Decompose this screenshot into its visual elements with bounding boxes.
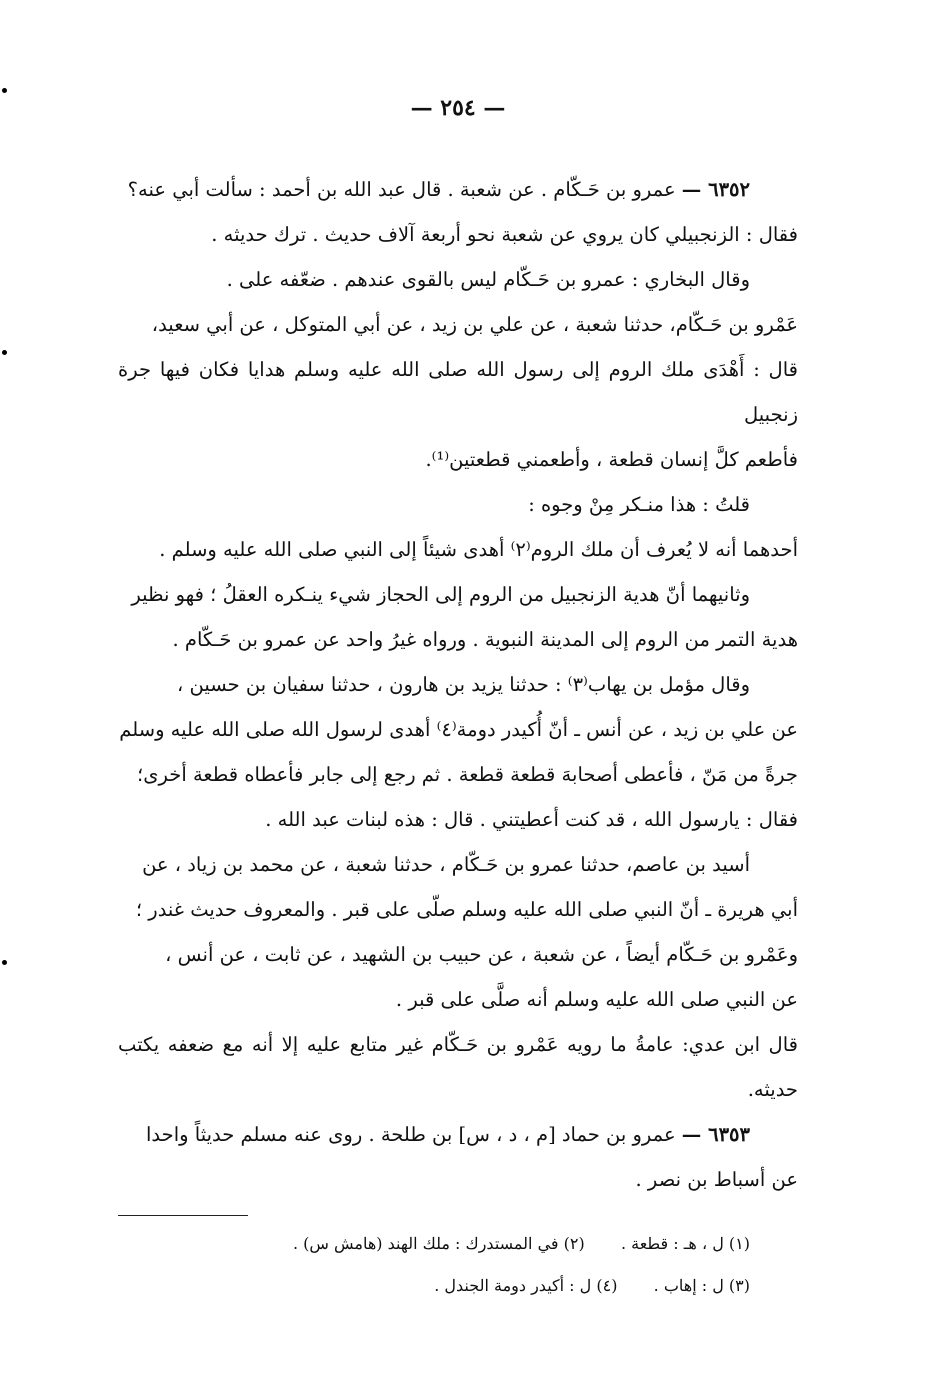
critique-intro: قلتُ : هذا منـكر مِنْ وجوه : — [528, 493, 750, 516]
entry-6353-heading — [118, 1112, 798, 1157]
margin-speck — [2, 960, 7, 965]
footnote-line — [118, 1223, 798, 1265]
book-page — [118, 95, 798, 1305]
text-line: هدية التمر من الروم إلى المدينة النبوية . ورواه غيرُ واحد عن عمرو بن حَـكّام . — [172, 628, 798, 651]
text-line: أسيد بن عاصم، حدثنا عمرو بن حَـكّام ، حدثنا شعبة ، عن محمد بن زياد ، عن — [142, 853, 750, 876]
footnote-divider — [118, 1215, 248, 1216]
footnote-2: (٢) في المستدرك : ملك الهند (هامش س) . — [292, 1234, 585, 1253]
margin-speck — [2, 88, 7, 93]
text-line: قال : أَهْدَى ملك الروم إلى رسول الله صلى الله عليه وسلم هدايا فكان فيها جرة زنجبيل — [118, 358, 798, 426]
text-line: عن علي بن زيد ، عن أنس ـ أنّ أُكيدر دومة⁽٤⁾ أهدى لرسول الله صلى الله عليه وسلم — [119, 718, 798, 741]
entry-number: ٦٣٥٣ — — [681, 1123, 750, 1146]
page-number: — ٢٥٤ — — [410, 95, 506, 121]
entry-6352-heading — [118, 167, 798, 212]
text-line: عمرو بن حَـكّام . عن شعبة . قال عبد الله بن أحمد : سألت أبي عنه؟ — [127, 178, 676, 201]
text-line: عن أسباط بن نصر . — [635, 1168, 798, 1191]
text-line: جرةً من مَنّ ، فأعطى أصحابهَ قطعة قطعة . ثم رجع إلى جابر فأعطاه قطعة أخرى؛ — [137, 763, 798, 786]
text-line: وثانيهما أنّ هدية الزنجبيل من الروم إلى الحجاز شيء ينـكره العقلُ ؛ فهو نظير — [131, 583, 750, 606]
footnote-4: (٤) ل : أكيدر دومة الجندل . — [434, 1276, 618, 1295]
ibn-adi-statement: قال ابن عدي: عامةُ ما رويه عَمْرو بن حَـكّام غير متابع عليه إلا أنه مع ضعفه يكتب حديثه. — [118, 1033, 798, 1101]
footnotes — [118, 1223, 798, 1307]
footnote-1: (١) ل ، هـ : قطعة . — [620, 1234, 750, 1253]
text-line: وقال مؤمل بن يهاب⁽٣⁾ : حدثنا يزيد بن هارون ، حدثنا سفيان بن حسين ، — [177, 673, 750, 696]
text-line: عَمْرو بن حَـكّام، حدثنا شعبة ، عن علي بن زيد ، عن أبي المتوكل ، عن أبي سعيد، — [151, 313, 798, 336]
text-line: فقال : الزنجبيلي كان يروي عن شعبة نحو أربعة آلاف حديث . ترك حديثه . — [211, 223, 798, 246]
text-line: عن النبي صلى الله عليه وسلم أنه صلَّى على قبر . — [395, 988, 798, 1011]
text-line: أبي هريرة ـ أنّ النبي صلى الله عليه وسلم صلّى على قبر . والمعروف حديث غندر ؛ — [135, 898, 798, 921]
footnote-3: (٣) ل : إهاب . — [653, 1276, 750, 1295]
text-line: فقال : يارسول الله ، قد كنت أعطيتني . قال : هذه لبنات عبد الله . — [265, 808, 798, 831]
entry-number: ٦٣٥٢ — — [681, 178, 750, 201]
first-reason: أحدهما أنه لا يُعرف أن ملك الروم⁽٢⁾ أهدى شيئاً إلى النبي صلى الله عليه وسلم . — [159, 538, 798, 561]
text-line: وعَمْرو بن حَـكّام أيضاً ، عن شعبة ، عن حبيب بن الشهيد ، عن ثابت ، عن أنس ، — [165, 943, 798, 966]
main-text — [118, 167, 798, 1202]
bukhari-statement: وقال البخاري : عمرو بن حَـكّام ليس بالقوى عندهم . ضعّفه على . — [226, 268, 750, 291]
text-line: فأطعم كلَّ إنسان قطعة ، وأطعمني قطعتين⁽¹⁾. — [425, 448, 798, 471]
text-line: عمرو بن حماد [م ، د ، س] بن طلحة . روى عنه مسلم حديثاً واحدا — [146, 1123, 676, 1146]
margin-speck — [2, 350, 7, 355]
footnote-line — [118, 1265, 798, 1307]
